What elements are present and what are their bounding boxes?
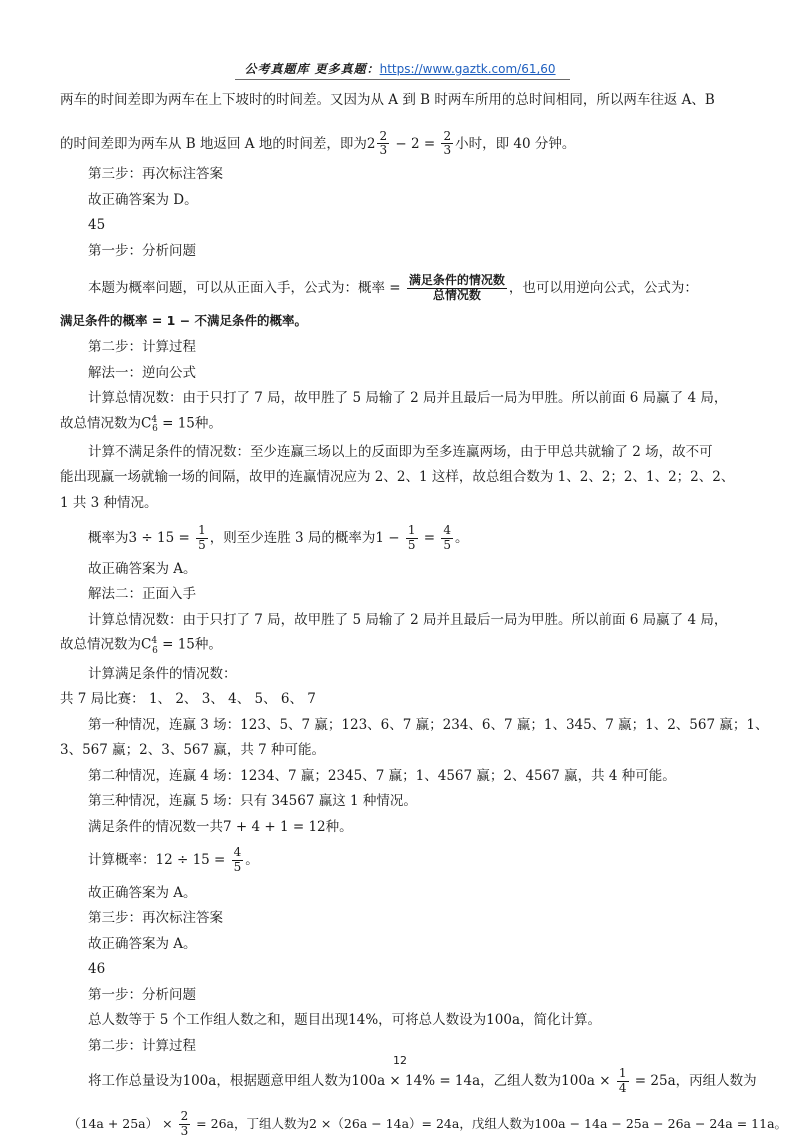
step-heading: 第二步：计算过程 <box>88 339 196 356</box>
formula-line: 满足条件的概率 = 1 − 不满足条件的概率。 <box>60 312 308 328</box>
text-line: 总人数等于 5 个工作组人数之和，题目出现14%，可将总人数设为100a，简化计算。 <box>88 1012 601 1029</box>
text-line: 满足条件的情况数一共7 + 4 + 1 = 12种。 <box>88 818 353 835</box>
text-line: 1 共 3 种情况。 <box>60 494 158 511</box>
text-line: 能出现赢一场就输一场的间隔，故甲的连赢情况应为 2、2、1 这样，故总组合数为 1、2、2；2、1、2；2、2、 <box>60 469 735 486</box>
step-heading: 第三步：再次标注答案 <box>88 910 223 927</box>
answer-line: 故正确答案为 A。 <box>88 884 197 901</box>
page-header <box>0 60 800 77</box>
text-line: 两车的时间差即为两车在上下坡时的时间差。又因为从 A 到 B 时两车所用的总时间相同，所以两车往返 A、B <box>60 92 715 108</box>
text-line: 的时间差即为两车从 B 地返回 A 地的时间差，即为2 $\frac{2}{3}$ − 2 = $\frac{2}{3}$ 小时，即 40 分钟。 <box>60 128 576 158</box>
text-line: 本题为概率问题，可以从正面入手，公式为：概率 = $\frac{\text{满足条件的情况数}}{\text{总情况数}}$ ，也可以用逆向公式，公式为： <box>88 273 698 302</box>
step-heading: 第二步：计算过程 <box>88 1037 196 1054</box>
method-heading: 解法一：逆向公式 <box>88 364 196 381</box>
question-number: 46 <box>88 961 106 978</box>
answer-line: 故正确答案为 D。 <box>88 191 198 208</box>
document-body <box>60 92 788 1138</box>
question-number: 45 <box>88 217 106 234</box>
step-heading: 第三步：再次标注答案 <box>88 166 223 183</box>
text-line: 第一种情况，连赢 3 场：123、5、7 赢；123、6、7 赢；234、6、7 赢；1、345、7 赢；1、2、567 赢；1、 <box>88 716 769 733</box>
text-line: 故总情况数为$C^4_6 = 15$种。 <box>60 636 222 656</box>
method-heading: 解法二：正面入手 <box>88 586 196 603</box>
text-line: 将工作总量设为100a，根据题意甲组人数为100a × 14% = 14a，乙组人数为100a × $\frac{1}{4}$ = 25a，丙组人数为 <box>88 1066 757 1096</box>
fraction: $\frac{4}{5}$ <box>443 523 452 553</box>
text-line: （14a + 25a） × $\frac{2}{3}$ = 26a，丁组人数为2 ×（26a − 14a）= 24a，戊组人数为100a − 14a − 25a − 26a − 24a = 11a。 <box>68 1108 788 1138</box>
header-divider <box>235 79 570 80</box>
header-link[interactable]: https://www.gaztk.com/61,60 <box>379 62 556 76</box>
text-line: 共 7 局比赛： 1、 2、 3、 4、 5、 6、 7 <box>60 691 316 708</box>
text-line: 计算满足条件的情况数： <box>88 665 237 682</box>
step-heading: 第一步：分析问题 <box>88 242 196 259</box>
page-number: 12 <box>393 1054 407 1067</box>
text-line: 计算不满足条件的情况数：至少连赢三场以上的反面即为至多连赢两场，由于甲总共就输了 2 场，故不可 <box>88 443 713 460</box>
text-line: 计算概率：12 ÷ 15 = $\frac{4}{5}$ 。 <box>88 845 259 874</box>
fraction: $\frac{2}{3}$ <box>379 128 388 158</box>
fraction: $\frac{1}{5}$ <box>198 523 206 553</box>
step-heading: 第一步：分析问题 <box>88 986 196 1003</box>
answer-line: 故正确答案为 A。 <box>88 935 197 952</box>
text-line: 故总情况数为$C^4_6 = 15$种。 <box>60 414 222 434</box>
fraction: $\frac{4}{5}$ <box>233 845 242 874</box>
text-line: 第二种情况，连赢 4 场：1234、7 赢；2345、7 赢；1、4567 赢；2、4567 赢，共 4 种可能。 <box>88 767 676 784</box>
text-line: 第三种情况，连赢 5 场：只有 34567 赢这 1 种情况。 <box>88 793 417 810</box>
fraction: $\frac{2}{3}$ <box>180 1108 189 1138</box>
answer-line: 故正确答案为 A。 <box>88 560 197 577</box>
header-label: 公考真题库 更多真题： <box>244 62 380 76</box>
fraction: $\frac{2}{3}$ <box>443 128 452 158</box>
text-line: 概率为3 ÷ 15 = $\frac{1}{5}$ ，则至少连胜 3 局的概率为1 − $\frac{1}{5}$ = $\frac{4}{5}$ 。 <box>88 523 469 553</box>
text-line: 计算总情况数：由于只打了 7 局，故甲胜了 5 局输了 2 局并且最后一局为甲胜。所以前面 6 局赢了 4 局， <box>88 611 728 628</box>
text-line: 3、567 赢；2、3、567 赢，共 7 种可能。 <box>60 742 326 759</box>
fraction: $\frac{\text{满足条件的情况数}}{\text{总情况数}}$ <box>408 273 505 302</box>
fraction: $\frac{1}{5}$ <box>407 523 416 553</box>
fraction: $\frac{1}{4}$ <box>618 1066 627 1096</box>
text-line: 计算总情况数：由于只打了 7 局，故甲胜了 5 局输了 2 局并且最后一局为甲胜。所以前面 6 局赢了 4 局， <box>88 390 728 407</box>
